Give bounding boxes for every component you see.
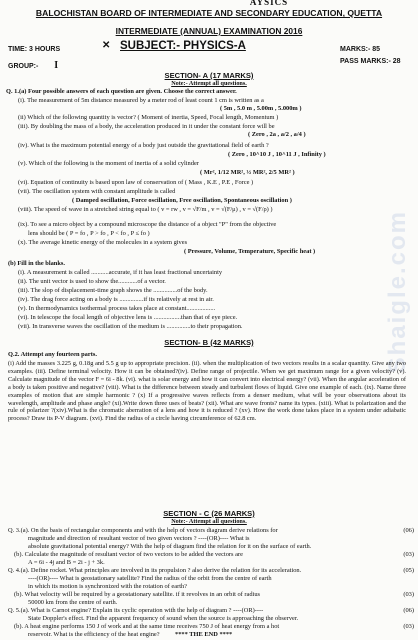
watermark-text: Shaigle.com [384, 210, 411, 374]
mcq-options: ( 5m , 5.0 m , 5.00m , 5.000m ) [220, 105, 302, 112]
marks-value: (06) [403, 607, 414, 614]
q2-instruction: Q.2. Attempt any fourteen parts. [8, 351, 97, 358]
section-c-line: Q. 5.(a). What is Carnot engine? Explain its cyclic operation with the help of diagram ? ----(OR)---- [8, 607, 264, 614]
mcq-options: ( Zero , 10^10 J , 10^11 J , Infinity ) [228, 151, 326, 158]
blank-item: (iv). The drag force acting on a body is ...............if its relatively at rest in air. [18, 296, 214, 303]
section-c-title: SECTION - C (26 MARKS) [163, 509, 255, 518]
mcq-item: (iv). What is the maximum potential energy of a body just outside the gravitational field of earth ? [18, 142, 269, 149]
q2-body: (i) Add the masses 3.225 g, 0.18g and 5.5 g up to appropriate precision. (ii). when the multiplication of two vectors results in a scalar quantity. Give any two examples. (iii). Define terminal velocity. How it can be obtained?(iv). Define range of projectile. When we get maximum range for a given velocity? (v). Calculate magnitude of the vector F = 6i - 8k. (vi). what is solar energy and how it can convert into electrical energy? (vii). When the angular acceleration of a body is taken positive and negative? (viii). What is the difference between steady and turbulent flows of liquid. Give one example of each. (ix). Name three examples of motion that are simple harmonic ? (x) If a progressive waves reflects from a denser medium, what will be your observations about its wavelength, amplitude and phase angle? (xi).Write down three uses of beats? (xii). What are wave fronts? name its types. (xiii). What is polarization and the rule of polarizer ?(xiv).What is the chromatic aberration of a lens and how it is reduced ? (xv). How the work done takes place in a system under adiabatic process? Draw its P-V diagram. (xvi). Find the radius of a circle having circumference of 62.8 cm. [8, 360, 406, 423]
section-c-line: (b). A heat engine performs 150 J of work and at the same time receives 750 J of heat energy from a hot [14, 623, 280, 630]
section-c-line: A = 6i - 4j and B = 2i - j + 3k. [28, 559, 105, 566]
blank-item: (iii). The slop of displacement-time graph shows the ...............of the body. [18, 287, 208, 294]
board-title: BALOCHISTAN BOARD OF INTERMEDIATE AND SECONDARY EDUCATION, QUETTA [35, 8, 383, 18]
subject-title: SUBJECT:- PHYSICS-A [120, 40, 246, 52]
section-c-line: Q. 3.(a). On the basis of rectangular components and with the help of vectors diagram derive relations for [8, 527, 278, 534]
section-a-note: Note:- Attempt all questions. [171, 80, 247, 87]
time-label: TIME: 3 HOURS [8, 46, 61, 53]
section-a-title: SECTION- A (17 MARKS) [164, 71, 254, 80]
exam-title: INTERMEDIATE (ANNUAL) EXAMINATION 2016 [115, 26, 303, 36]
blank-item: (vii). In transverse waves the oscillation of the medium is ...............to their propagation. [18, 323, 243, 330]
section-c-line: 50000 km from the centre of earth. [28, 599, 118, 606]
section-c-line: in which its motion is synchronized with the rotation of earth? [28, 583, 188, 590]
section-c-line: Q. 4.(a). Define rocket. What principles are involved in its propulsion ? also derive the relation for its acceleration. [8, 567, 302, 574]
section-c-line: absolute gravitational potential energy? With the help of diagram find the relation for it on the surface of earth. [28, 543, 312, 550]
group-text: GROUP:- [8, 63, 39, 70]
mcq-options: ( Mr², 1/12 MR², ½ MR², 2/5 MR² ) [200, 169, 295, 176]
section-c-line: (b). Calculate the magnitude of resultant vector of two vectors to be added the vectors are [14, 551, 243, 558]
section-c-line: ----(OR)---- What is geostationary satellite? Find the radius of the orbit from the centre of earth [28, 575, 272, 582]
header-fragment [0, 0, 418, 8]
mcq-item: (vii). The oscillation system with constant amplitude is called [18, 188, 176, 195]
section-c-line: State Doppler's effect. Find the apparent frequency of sound when the source is approaching the observer. [28, 615, 299, 622]
subject-fragment: AYSICS [249, 0, 289, 7]
mcq-item: (i). The measurement of 5m distance measured by a meter rod of least count 1 cm is written as a [18, 97, 264, 104]
mcq-item: (vi). Equation of continuity is based upon law of conservation of ( Mass , K.E , P.E , Force ) [18, 179, 254, 186]
section-c-line: magnitude and direction of resultant vector of two given vectors ? ----(OR)---- What is [28, 535, 250, 542]
mcq-item: (iii). By doubling the mass of a body, the acceleration produced in it under the constant force will be [18, 123, 275, 130]
mcq-options: ( Pressure, Volume, Temperature, Specific heat ) [184, 248, 316, 255]
cross-mark-icon: ✕ [102, 40, 111, 51]
section-c-line: reservoir. What is the efficiency of the heat engine? [28, 631, 160, 638]
mcq-options: ( Damped oscillation, Force oscillation, Free oscillation, Spontaneous oscillation ) [72, 197, 292, 204]
blank-item: (v). In thermodynamics isothermal process takes place at constant.................. [18, 305, 216, 312]
pass-marks-label: PASS MARKS:- 28 [340, 58, 401, 65]
marks-value: (06) [403, 527, 414, 534]
group-value: I [54, 60, 59, 71]
blank-item: (vi). In telescope the focal length of objective lens is .................than that of eye piece. [18, 314, 238, 321]
marks-label: MARKS:- 85 [340, 46, 381, 53]
mcq-item: (x). The average kinetic energy of the molecules in a system gives [18, 239, 188, 246]
marks-value: (03) [403, 623, 414, 630]
mcq-item: lens should be ( P = fo , P > fo , P < fo , P ≤ fo ) [28, 230, 150, 237]
mcq-item: (viii). The speed of wave in a stretched string equal to ( v = rw , v = √F/m , v = √(F/μ) , v = √(F/ρ) ) [18, 206, 273, 213]
mcq-item: (ii) Which of the following quantity is vector? ( Moment of inertia, Speed, Focal length, Momentum ) [18, 114, 279, 121]
q1a-instruction: Q. 1.(a) Four possible answers of each question are given. Choose the correct answer. [6, 88, 237, 95]
section-c-note: Note:- Attempt all questions. [171, 518, 247, 525]
mcq-item: (v). Which of the following is the moment of inertia of a solid cylinder [18, 160, 199, 167]
mcq-item: (ix). To see a micro object by a compound microscope the distance of a object "P" from the objective [18, 221, 277, 228]
end-marker: **** THE END **** [175, 631, 233, 638]
q1b-instruction: (b) Fill in the blanks. [8, 260, 65, 267]
group-label [8, 60, 58, 71]
marks-value: (03) [403, 591, 414, 598]
marks-value: (05) [403, 567, 414, 574]
blank-item: (i). A measurement is called ...........accurate, if it has least fractional uncertainty [18, 269, 223, 276]
section-b-title: SECTION- B (42 MARKS) [164, 338, 254, 347]
mcq-options: ( Zero , 2a , a/2 , a/4 ) [248, 131, 306, 138]
section-c-line: (b). What velocity will be required by a geostationary satellite. if it revolves in an orbit of radius [14, 591, 261, 598]
blank-item: (ii). The unit vector is used to show the............of a vector. [18, 278, 166, 285]
marks-value: (03) [403, 551, 414, 558]
